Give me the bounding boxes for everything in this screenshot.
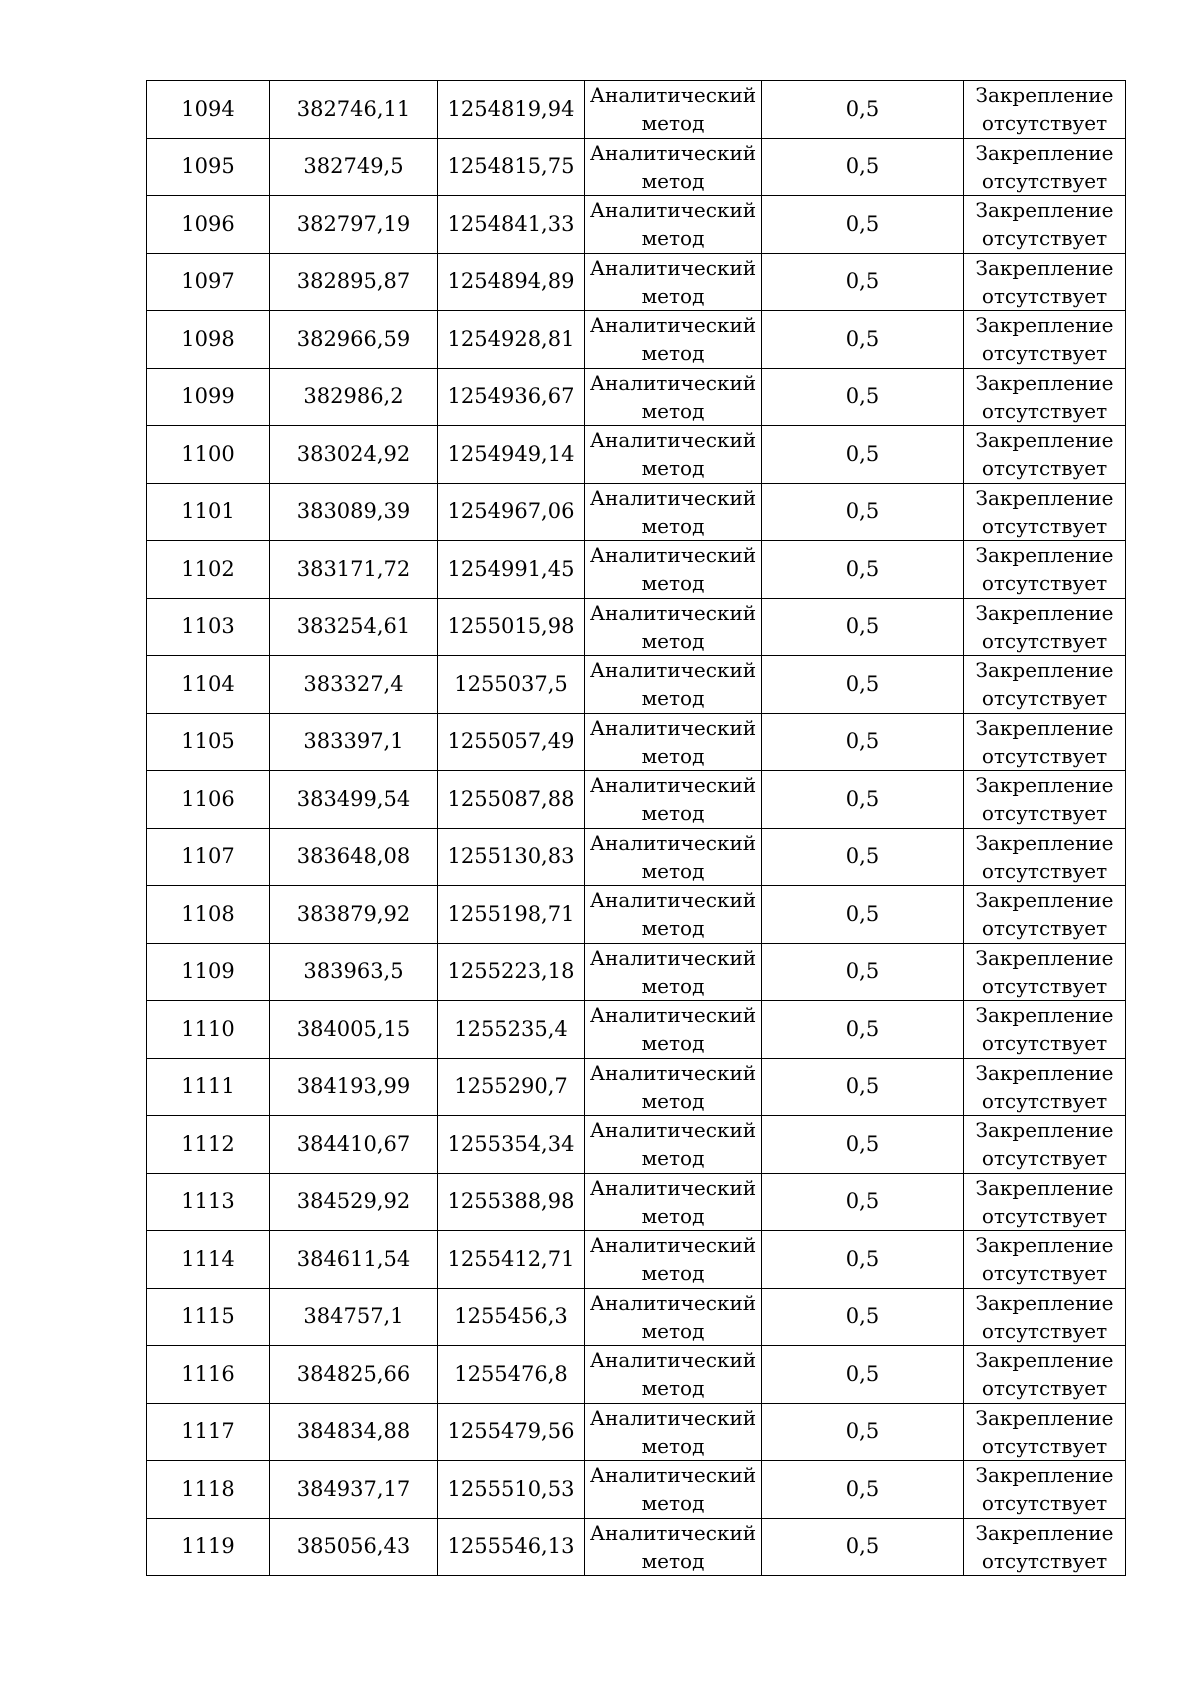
y-coordinate-cell: 1255476,8 <box>438 1346 585 1404</box>
fixing-cell: Закрепление отсутствует <box>964 138 1126 196</box>
fixing-cell: Закрепление отсутствует <box>964 1288 1126 1346</box>
accuracy-cell: 0,5 <box>762 1001 964 1059</box>
method-cell: Аналитический метод <box>585 1288 762 1346</box>
fixing-cell: Закрепление отсутствует <box>964 1058 1126 1116</box>
table-row <box>147 713 1126 771</box>
y-coordinate-cell: 1255087,88 <box>438 771 585 829</box>
point-number-cell: 1103 <box>147 598 270 656</box>
x-coordinate-cell: 383171,72 <box>270 541 438 599</box>
y-coordinate-cell: 1255037,5 <box>438 656 585 714</box>
table-row <box>147 886 1126 944</box>
y-coordinate-cell: 1255015,98 <box>438 598 585 656</box>
method-cell: Аналитический метод <box>585 828 762 886</box>
x-coordinate-cell: 384834,88 <box>270 1403 438 1461</box>
point-number-cell: 1106 <box>147 771 270 829</box>
y-coordinate-cell: 1254967,06 <box>438 483 585 541</box>
accuracy-cell: 0,5 <box>762 1116 964 1174</box>
point-number-cell: 1117 <box>147 1403 270 1461</box>
y-coordinate-cell: 1254841,33 <box>438 196 585 254</box>
table-row <box>147 1173 1126 1231</box>
accuracy-cell: 0,5 <box>762 426 964 484</box>
accuracy-cell: 0,5 <box>762 1403 964 1461</box>
table-row <box>147 1231 1126 1289</box>
x-coordinate-cell: 383254,61 <box>270 598 438 656</box>
fixing-cell: Закрепление отсутствует <box>964 1231 1126 1289</box>
x-coordinate-cell: 382986,2 <box>270 368 438 426</box>
x-coordinate-cell: 383963,5 <box>270 943 438 1001</box>
accuracy-cell: 0,5 <box>762 598 964 656</box>
table-row <box>147 541 1126 599</box>
y-coordinate-cell: 1255388,98 <box>438 1173 585 1231</box>
point-number-cell: 1115 <box>147 1288 270 1346</box>
table-row <box>147 1403 1126 1461</box>
method-cell: Аналитический метод <box>585 483 762 541</box>
point-number-cell: 1111 <box>147 1058 270 1116</box>
fixing-cell: Закрепление отсутствует <box>964 311 1126 369</box>
method-cell: Аналитический метод <box>585 311 762 369</box>
y-coordinate-cell: 1255456,3 <box>438 1288 585 1346</box>
accuracy-cell: 0,5 <box>762 81 964 139</box>
accuracy-cell: 0,5 <box>762 828 964 886</box>
y-coordinate-cell: 1255412,71 <box>438 1231 585 1289</box>
fixing-cell: Закрепление отсутствует <box>964 1001 1126 1059</box>
y-coordinate-cell: 1255198,71 <box>438 886 585 944</box>
fixing-cell: Закрепление отсутствует <box>964 1461 1126 1519</box>
y-coordinate-cell: 1254819,94 <box>438 81 585 139</box>
table-row <box>147 1058 1126 1116</box>
point-number-cell: 1099 <box>147 368 270 426</box>
table-body <box>147 81 1126 1576</box>
fixing-cell: Закрепление отсутствует <box>964 828 1126 886</box>
table-row <box>147 1001 1126 1059</box>
table-row <box>147 81 1126 139</box>
accuracy-cell: 0,5 <box>762 1288 964 1346</box>
method-cell: Аналитический метод <box>585 138 762 196</box>
method-cell: Аналитический метод <box>585 598 762 656</box>
method-cell: Аналитический метод <box>585 1518 762 1576</box>
x-coordinate-cell: 384410,67 <box>270 1116 438 1174</box>
method-cell: Аналитический метод <box>585 886 762 944</box>
y-coordinate-cell: 1255479,56 <box>438 1403 585 1461</box>
point-number-cell: 1109 <box>147 943 270 1001</box>
point-number-cell: 1094 <box>147 81 270 139</box>
x-coordinate-cell: 383024,92 <box>270 426 438 484</box>
x-coordinate-cell: 382895,87 <box>270 253 438 311</box>
point-number-cell: 1108 <box>147 886 270 944</box>
y-coordinate-cell: 1255546,13 <box>438 1518 585 1576</box>
fixing-cell: Закрепление отсутствует <box>964 253 1126 311</box>
point-number-cell: 1112 <box>147 1116 270 1174</box>
accuracy-cell: 0,5 <box>762 886 964 944</box>
x-coordinate-cell: 383648,08 <box>270 828 438 886</box>
method-cell: Аналитический метод <box>585 253 762 311</box>
table-row <box>147 426 1126 484</box>
accuracy-cell: 0,5 <box>762 483 964 541</box>
table-row <box>147 943 1126 1001</box>
method-cell: Аналитический метод <box>585 1461 762 1519</box>
accuracy-cell: 0,5 <box>762 1058 964 1116</box>
x-coordinate-cell: 384529,92 <box>270 1173 438 1231</box>
fixing-cell: Закрепление отсутствует <box>964 713 1126 771</box>
fixing-cell: Закрепление отсутствует <box>964 943 1126 1001</box>
method-cell: Аналитический метод <box>585 1346 762 1404</box>
fixing-cell: Закрепление отсутствует <box>964 1518 1126 1576</box>
method-cell: Аналитический метод <box>585 656 762 714</box>
x-coordinate-cell: 384193,99 <box>270 1058 438 1116</box>
point-number-cell: 1118 <box>147 1461 270 1519</box>
y-coordinate-cell: 1254936,67 <box>438 368 585 426</box>
accuracy-cell: 0,5 <box>762 1518 964 1576</box>
y-coordinate-cell: 1254815,75 <box>438 138 585 196</box>
table-row <box>147 138 1126 196</box>
accuracy-cell: 0,5 <box>762 253 964 311</box>
accuracy-cell: 0,5 <box>762 1231 964 1289</box>
method-cell: Аналитический метод <box>585 1173 762 1231</box>
fixing-cell: Закрепление отсутствует <box>964 541 1126 599</box>
x-coordinate-cell: 384937,17 <box>270 1461 438 1519</box>
y-coordinate-cell: 1255057,49 <box>438 713 585 771</box>
table-row <box>147 311 1126 369</box>
x-coordinate-cell: 382746,11 <box>270 81 438 139</box>
point-number-cell: 1098 <box>147 311 270 369</box>
y-coordinate-cell: 1255235,4 <box>438 1001 585 1059</box>
table-row <box>147 1461 1126 1519</box>
y-coordinate-cell: 1255130,83 <box>438 828 585 886</box>
accuracy-cell: 0,5 <box>762 138 964 196</box>
table-row <box>147 656 1126 714</box>
fixing-cell: Закрепление отсутствует <box>964 1403 1126 1461</box>
y-coordinate-cell: 1255354,34 <box>438 1116 585 1174</box>
x-coordinate-cell: 383397,1 <box>270 713 438 771</box>
method-cell: Аналитический метод <box>585 1058 762 1116</box>
method-cell: Аналитический метод <box>585 1116 762 1174</box>
accuracy-cell: 0,5 <box>762 713 964 771</box>
table-row <box>147 253 1126 311</box>
accuracy-cell: 0,5 <box>762 311 964 369</box>
table-row <box>147 598 1126 656</box>
accuracy-cell: 0,5 <box>762 1173 964 1231</box>
x-coordinate-cell: 382749,5 <box>270 138 438 196</box>
point-number-cell: 1105 <box>147 713 270 771</box>
table-row <box>147 771 1126 829</box>
method-cell: Аналитический метод <box>585 943 762 1001</box>
point-number-cell: 1095 <box>147 138 270 196</box>
fixing-cell: Закрепление отсутствует <box>964 1116 1126 1174</box>
table-row <box>147 196 1126 254</box>
fixing-cell: Закрепление отсутствует <box>964 1173 1126 1231</box>
method-cell: Аналитический метод <box>585 1231 762 1289</box>
point-number-cell: 1107 <box>147 828 270 886</box>
method-cell: Аналитический метод <box>585 1001 762 1059</box>
table-row <box>147 1518 1126 1576</box>
fixing-cell: Закрепление отсутствует <box>964 81 1126 139</box>
accuracy-cell: 0,5 <box>762 771 964 829</box>
fixing-cell: Закрепление отсутствует <box>964 368 1126 426</box>
y-coordinate-cell: 1254949,14 <box>438 426 585 484</box>
point-number-cell: 1104 <box>147 656 270 714</box>
y-coordinate-cell: 1254894,89 <box>438 253 585 311</box>
table-row <box>147 1116 1126 1174</box>
fixing-cell: Закрепление отсутствует <box>964 598 1126 656</box>
x-coordinate-cell: 382797,19 <box>270 196 438 254</box>
x-coordinate-cell: 383089,39 <box>270 483 438 541</box>
point-number-cell: 1113 <box>147 1173 270 1231</box>
table-row <box>147 368 1126 426</box>
x-coordinate-cell: 383499,54 <box>270 771 438 829</box>
point-number-cell: 1101 <box>147 483 270 541</box>
method-cell: Аналитический метод <box>585 81 762 139</box>
method-cell: Аналитический метод <box>585 713 762 771</box>
method-cell: Аналитический метод <box>585 541 762 599</box>
fixing-cell: Закрепление отсутствует <box>964 771 1126 829</box>
point-number-cell: 1116 <box>147 1346 270 1404</box>
method-cell: Аналитический метод <box>585 196 762 254</box>
fixing-cell: Закрепление отсутствует <box>964 656 1126 714</box>
fixing-cell: Закрепление отсутствует <box>964 196 1126 254</box>
method-cell: Аналитический метод <box>585 771 762 829</box>
x-coordinate-cell: 383879,92 <box>270 886 438 944</box>
y-coordinate-cell: 1254991,45 <box>438 541 585 599</box>
accuracy-cell: 0,5 <box>762 196 964 254</box>
point-number-cell: 1110 <box>147 1001 270 1059</box>
method-cell: Аналитический метод <box>585 426 762 484</box>
point-number-cell: 1097 <box>147 253 270 311</box>
table-row <box>147 483 1126 541</box>
accuracy-cell: 0,5 <box>762 541 964 599</box>
accuracy-cell: 0,5 <box>762 1461 964 1519</box>
accuracy-cell: 0,5 <box>762 943 964 1001</box>
fixing-cell: Закрепление отсутствует <box>964 483 1126 541</box>
table-row <box>147 1346 1126 1404</box>
x-coordinate-cell: 384005,15 <box>270 1001 438 1059</box>
y-coordinate-cell: 1255290,7 <box>438 1058 585 1116</box>
x-coordinate-cell: 383327,4 <box>270 656 438 714</box>
table-row <box>147 1288 1126 1346</box>
y-coordinate-cell: 1255510,53 <box>438 1461 585 1519</box>
point-number-cell: 1114 <box>147 1231 270 1289</box>
fixing-cell: Закрепление отсутствует <box>964 886 1126 944</box>
table-row <box>147 828 1126 886</box>
x-coordinate-cell: 385056,43 <box>270 1518 438 1576</box>
fixing-cell: Закрепление отсутствует <box>964 1346 1126 1404</box>
point-number-cell: 1119 <box>147 1518 270 1576</box>
coordinates-table <box>146 80 1126 1576</box>
x-coordinate-cell: 384825,66 <box>270 1346 438 1404</box>
y-coordinate-cell: 1254928,81 <box>438 311 585 369</box>
point-number-cell: 1096 <box>147 196 270 254</box>
x-coordinate-cell: 384757,1 <box>270 1288 438 1346</box>
accuracy-cell: 0,5 <box>762 1346 964 1404</box>
accuracy-cell: 0,5 <box>762 368 964 426</box>
x-coordinate-cell: 384611,54 <box>270 1231 438 1289</box>
fixing-cell: Закрепление отсутствует <box>964 426 1126 484</box>
accuracy-cell: 0,5 <box>762 656 964 714</box>
point-number-cell: 1102 <box>147 541 270 599</box>
point-number-cell: 1100 <box>147 426 270 484</box>
method-cell: Аналитический метод <box>585 368 762 426</box>
x-coordinate-cell: 382966,59 <box>270 311 438 369</box>
method-cell: Аналитический метод <box>585 1403 762 1461</box>
y-coordinate-cell: 1255223,18 <box>438 943 585 1001</box>
